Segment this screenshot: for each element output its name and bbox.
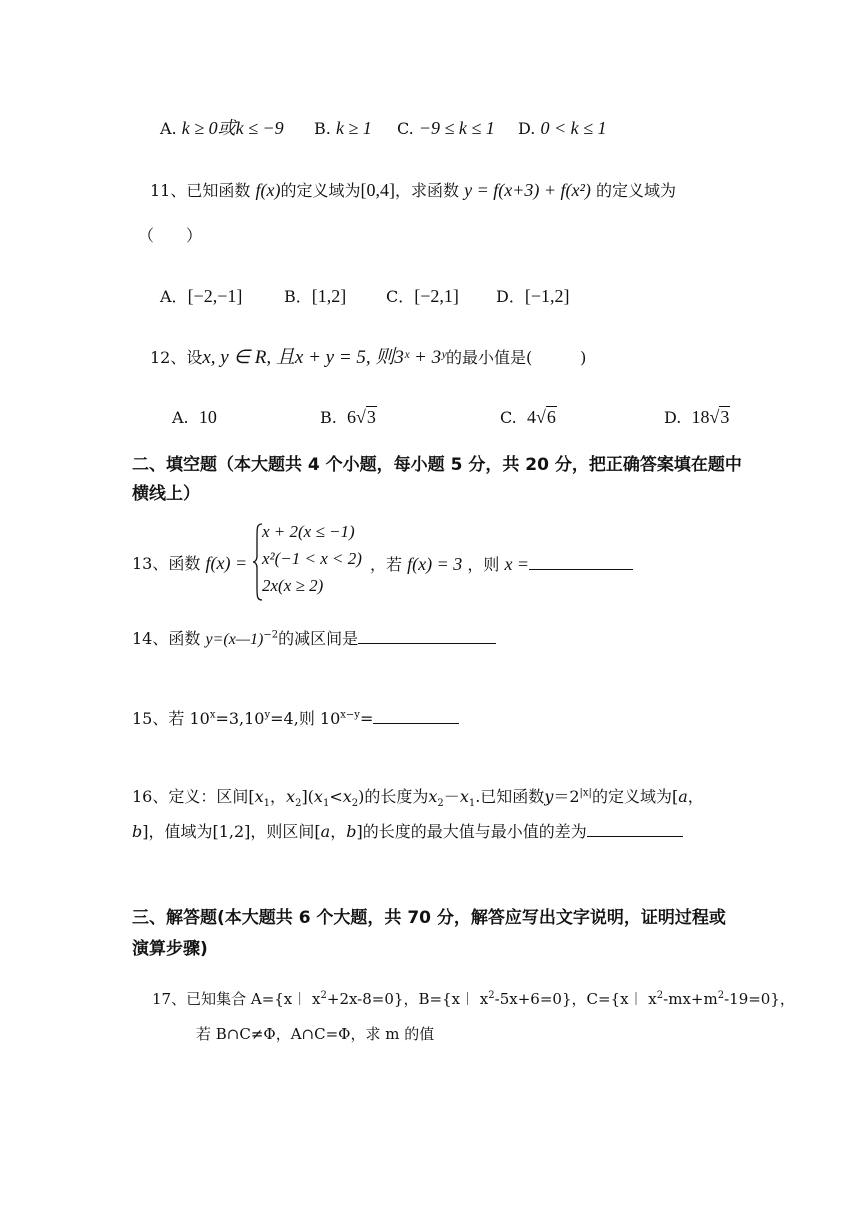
q12-option-c-label: C. <box>500 408 517 427</box>
q15-answer-blank[interactable] <box>373 705 459 724</box>
q17-sup-3: 2 <box>656 990 664 1001</box>
q17-line-2: 若 B∩C≠Φ，A∩C=Φ，求 m 的值 <box>196 1025 435 1043</box>
q12-number: 12、设 <box>150 348 203 367</box>
q11-option-d-wrap <box>496 284 569 309</box>
q15-text-3: =4,则 10 <box>270 709 341 728</box>
q11-domain: [0,4] <box>360 180 395 200</box>
q17-text-a: 17、已知集合 A={x︱ x <box>152 990 321 1008</box>
q12-option-a-wrap <box>172 405 217 430</box>
sqrt-icon: √ <box>356 407 366 427</box>
q15-exp-3: x−y <box>340 709 360 721</box>
q12-option-a-label: A. <box>172 408 189 427</box>
q13-piece-3: 2x(x ≥ 2) <box>262 576 324 595</box>
section-3-heading-line1: 三、解答题(本大题共 6 个大题，共 70 分，解答应写出文字说明，证明过程或 <box>132 908 726 928</box>
q11-option-c-label: C． <box>386 287 415 306</box>
q16-text-f: － <box>443 787 460 806</box>
q10-option-c: −9 ≤ k ≤ 1 <box>418 118 495 138</box>
q11-text-4: 的定义域为 <box>595 181 676 200</box>
q10-option-d-wrap <box>518 116 606 141</box>
q14-exponent: −2 <box>263 629 279 641</box>
q11-option-d-label: D． <box>496 287 525 306</box>
q11-number: 11、 <box>150 181 187 200</box>
q15-exp-1: x <box>209 709 216 721</box>
q15-exp-2: y <box>264 709 271 721</box>
q16-fn: y <box>544 787 554 806</box>
q16-x2: x <box>286 787 296 806</box>
q16-answer-blank[interactable] <box>587 818 683 837</box>
q12-option-d-coef: 18 <box>691 407 710 427</box>
q14-text-2: 的减区间是 <box>278 629 359 648</box>
q16-sub-2b: 2 <box>351 798 359 810</box>
q12-option-a: 10 <box>198 407 217 427</box>
q15-stem <box>132 705 459 731</box>
q11-option-b-label: B． <box>284 287 312 306</box>
q16-text-m: ]的长度的最大值与最小值的差为 <box>356 822 587 841</box>
q11-fx: f(x) <box>255 180 281 200</box>
q16-line-2 <box>132 818 683 844</box>
q13-x-equals: x = <box>504 554 530 574</box>
q16-x2b: x <box>342 787 352 806</box>
q13-condition: f(x) = 3 <box>407 554 463 574</box>
q12-option-c-wrap <box>500 405 557 430</box>
q16-text-d: < <box>329 787 343 806</box>
q13-number: 13、函数 <box>132 554 201 573</box>
q12-stem <box>150 346 586 370</box>
q11-text-2: 的定义域为 <box>280 181 361 200</box>
q16-sub-1c: 1 <box>468 798 476 810</box>
q16-text-e: )的长度为 <box>358 787 429 806</box>
q17-text-e: -19=0}， <box>724 990 795 1008</box>
sqrt-icon: √ <box>709 407 720 427</box>
q17-sup-4: 2 <box>717 990 725 1001</box>
q12-option-d-label: D. <box>664 408 682 427</box>
q10-option-b-label: B. <box>314 119 331 138</box>
sqrt-icon: √ <box>535 407 546 427</box>
q10-options <box>160 116 284 141</box>
q12-option-b-coef: 6 <box>347 407 357 427</box>
q12-option-c-rad: 6 <box>546 407 556 427</box>
q11-option-c: [−2,1] <box>414 286 459 306</box>
q12-text: 的最小值是( ) <box>445 348 587 367</box>
q14-stem <box>132 625 496 652</box>
q11-paren: （ ） <box>138 226 203 245</box>
q13-fx: f(x) = <box>205 553 248 573</box>
q17-text-c: -5x+6=0}，C={x︱ x <box>494 990 657 1008</box>
q11-option-a-wrap <box>160 284 242 309</box>
q16-b2: b <box>346 822 357 841</box>
q11-text-1: 已知函数 <box>186 181 251 200</box>
q17-text-d: -mx+m <box>663 990 718 1008</box>
q13-piece-1: x + 2(x ≤ −1) <box>262 522 355 541</box>
q11-option-d: [−1,2] <box>524 286 570 306</box>
q11-option-b-wrap <box>284 284 346 309</box>
q16-exp: |x| <box>579 787 592 799</box>
q13-piece-2: x²(−1 < x < 2) <box>262 549 362 568</box>
section-3-heading-line2: 演算步骤) <box>132 939 208 959</box>
q16-text-j: ， <box>687 787 704 806</box>
q16-text-h: ＝2 <box>553 787 580 806</box>
q16-text-c: ]( <box>301 787 314 806</box>
q13-stem-end <box>370 551 633 577</box>
q16-text-k: ]，值域为[1,2]，则区间[ <box>142 822 321 841</box>
q11-option-a: [−2,−1] <box>187 286 243 306</box>
q16-a: a <box>678 787 688 806</box>
q12-option-c-coef: 4 <box>526 407 536 427</box>
q15-text-1: 15、若 10 <box>132 709 210 728</box>
q16-text-i: 的定义域为[ <box>591 787 679 806</box>
q16-sub-2c: 2 <box>437 798 444 810</box>
q16-text-l: ， <box>330 822 347 841</box>
section-2-heading-line1: 二、填空题（本大题共 4 个小题，每小题 5 分，共 20 分，把正确答案填在题中 <box>132 455 742 475</box>
q14-text-1: 14、函数 <box>132 629 201 648</box>
q10-option-d: 0 < k ≤ 1 <box>540 118 607 138</box>
q13-stem-start <box>132 551 247 576</box>
q14-expr: y=(x—1) <box>205 631 264 648</box>
q16-a2: a <box>320 822 331 841</box>
q10-option-d-label: D. <box>518 119 536 138</box>
q11-option-c-wrap <box>386 284 459 309</box>
q16-b: b <box>132 822 143 841</box>
q12-condition: x, y ∈ R, 且x + y = 5, 则3ˣ + 3ʸ <box>202 347 446 368</box>
q17-line-1 <box>152 987 795 1011</box>
q16-text-g: .已知函数 <box>475 787 545 806</box>
q12-option-b-label: B. <box>320 408 337 427</box>
q16-x2c: x <box>428 787 438 806</box>
q16-sub-1: 1 <box>263 798 271 810</box>
section-2-heading-line2: 横线上） <box>132 484 200 504</box>
q17-text-b: +2x-8=0}，B={x︱ x <box>326 990 489 1008</box>
q10-option-c-label: C. <box>397 119 414 138</box>
q16-sub-2: 2 <box>295 798 302 810</box>
q12-option-d-rad: 3 <box>720 407 730 427</box>
q13-text-2: ，则 <box>467 555 500 574</box>
q10-option-a-label: A. <box>160 119 177 138</box>
q10-option-a: k ≥ 0或k ≤ −9 <box>181 118 284 138</box>
q12-option-b-wrap <box>320 405 377 430</box>
q11-expr: y = f(x+3) + f(x²) <box>464 180 591 200</box>
q16-line-1 <box>132 785 704 809</box>
q11-stem <box>150 178 676 203</box>
q11-option-a-label: A． <box>160 287 188 306</box>
q16-x1b: x <box>313 787 323 806</box>
q16-x1c: x <box>459 787 469 806</box>
q11-text-3: ，求函数 <box>394 181 459 200</box>
q12-option-d-wrap <box>664 405 730 430</box>
q15-text-4: = <box>359 709 374 728</box>
q12-option-b-rad: 3 <box>366 407 376 427</box>
q16-text-b: ， <box>270 787 287 806</box>
q16-sub-1b: 1 <box>322 798 330 810</box>
q16-text-a: 16、定义：区间[ <box>132 787 255 806</box>
q10-option-c-wrap <box>397 116 495 141</box>
q10-option-b: k ≥ 1 <box>335 118 372 138</box>
q13-text-1: ，若 <box>370 555 403 574</box>
q11-option-b: [1,2] <box>311 286 347 306</box>
q17-sup-2: 2 <box>488 990 495 1001</box>
q15-text-2: =3,10 <box>215 709 265 728</box>
q17-sup-1: 2 <box>320 990 327 1001</box>
q10-option-b-wrap <box>314 116 372 141</box>
q13-answer-blank[interactable] <box>529 551 633 570</box>
q14-answer-blank[interactable] <box>358 625 496 644</box>
q16-x1: x <box>254 787 264 806</box>
